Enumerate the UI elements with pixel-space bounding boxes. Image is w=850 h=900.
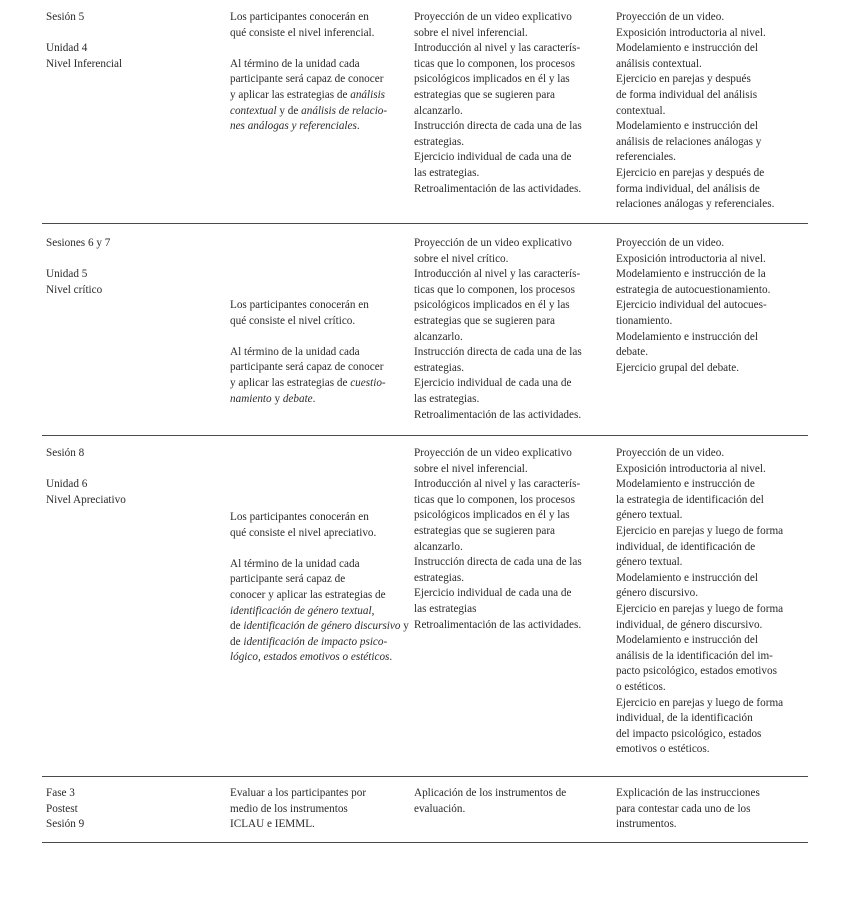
cell-line: psicológicos implicados en él y las (414, 509, 570, 522)
cell-line (230, 817, 408, 833)
cell-line: Modelamiento e instrucción del (616, 42, 758, 55)
cell-line: sobre el nivel inferencial. (414, 462, 528, 475)
activities-cell (414, 786, 610, 817)
cell-line: alcanzarlo. (414, 330, 463, 343)
cell-line: referenciales. (616, 151, 676, 164)
cell-line: Ejercicio grupal del debate. (616, 361, 740, 374)
cell-line: Retroalimentación de las actividades. (414, 618, 582, 631)
cell-text-segment: identificación de impacto psico- (243, 635, 388, 648)
cell-line (230, 802, 408, 818)
cell-line: Ejercicio en parejas y luego de forma (616, 696, 784, 709)
cell-text-segment: lógico, estados emotivos o estéticos (230, 651, 390, 664)
cell-line: Introducción al nivel y las caracterís- (414, 42, 581, 55)
cell-text-segment: participante será capaz de conocer (230, 361, 384, 374)
cell-line: relaciones análogas y referenciales. (616, 198, 775, 211)
cell-line: alcanzarlo. (414, 540, 463, 553)
cell-line: debate. (616, 346, 648, 359)
cell-line: Fase 3 (46, 787, 75, 799)
cell-line (230, 635, 408, 651)
objective-cell (230, 10, 408, 135)
cell-line: Retroalimentación de las actividades. (414, 408, 582, 421)
cell-line: instrumentos. (616, 818, 677, 831)
activities-cell (414, 446, 610, 633)
cell-line: Sesión 5 (46, 11, 85, 23)
table-row-fase-3 (42, 786, 808, 843)
cell-line: Introducción al nivel y las caracterís- (414, 478, 581, 491)
objective-cell (230, 510, 408, 666)
cell-line: las estrategias. (414, 392, 480, 405)
cell-line: psicológicos implicados en él y las (414, 299, 570, 312)
cell-line: Sesión 8 (46, 447, 85, 459)
cell-line (230, 329, 408, 345)
cell-line: análisis de relaciones análogas y (616, 135, 762, 148)
cell-text-segment: namiento (230, 392, 272, 405)
session-unit-cell (46, 236, 222, 298)
cell-line: psicológicos implicados en él y las (414, 73, 570, 86)
table-row-sesion-8 (42, 446, 808, 777)
objective-cell (230, 786, 408, 833)
cell-text-segment: ICLAU e IEMML. (230, 818, 315, 831)
cell-line (230, 119, 408, 135)
cell-line (230, 557, 408, 573)
cell-line: Modelamiento e instrucción del (616, 330, 758, 343)
cell-line: individual, de la identificación (616, 712, 753, 725)
cell-line: Modelamiento e instrucción de (616, 478, 755, 491)
cell-line (230, 10, 408, 26)
cell-line: género textual. (616, 509, 683, 522)
cell-line (46, 26, 222, 42)
cell-line: Proyección de un video. (616, 447, 725, 459)
table-row-sesion-5 (42, 10, 808, 224)
cell-line: sobre el nivel crítico. (414, 252, 509, 265)
cell-line: Unidad 6 (46, 478, 88, 491)
cell-line (230, 541, 408, 557)
session-unit-cell (46, 446, 222, 508)
cell-text-segment: debate (282, 392, 313, 405)
cell-text-segment: medio de los instrumentos (230, 802, 348, 815)
activities-cell (414, 10, 610, 197)
cell-line (230, 588, 408, 604)
cell-line: emotivos o estéticos. (616, 743, 710, 756)
cell-line: las estrategias (414, 602, 477, 615)
cell-line: de forma individual del análisis (616, 88, 758, 101)
cell-text-segment: cuestio- (350, 376, 386, 389)
cell-text-segment: contextual (230, 104, 277, 117)
cell-line: Sesiones 6 y 7 (46, 237, 111, 249)
cell-text-segment: Los participantes conocerán en (230, 11, 369, 23)
cell-line: estrategias. (414, 571, 465, 584)
cell-line (230, 345, 408, 361)
activities-cell (414, 236, 610, 423)
cell-line (230, 72, 408, 88)
cell-line: individual, de género discursivo. (616, 618, 763, 631)
cell-line: Proyección de un video explicativo (414, 237, 572, 249)
cell-line: del impacto psicológico, estados (616, 727, 762, 740)
cell-text-segment: Los participantes conocerán en (230, 511, 369, 523)
cell-line (230, 650, 408, 666)
cell-line: Instrucción directa de cada una de las (414, 120, 582, 133)
cell-text-segment: participante será capaz de (230, 573, 346, 586)
cell-line (230, 41, 408, 57)
cell-line: pacto psicológico, estados emotivos (616, 665, 777, 678)
cell-line (46, 462, 222, 478)
cell-line: Exposición introductoria al nivel. (616, 26, 766, 39)
cell-line (230, 510, 408, 526)
cell-line: estrategias que se sugieren para (414, 88, 556, 101)
cell-line (230, 604, 408, 620)
cell-line (230, 619, 408, 635)
cell-line: Proyección de un video. (616, 237, 725, 249)
cell-line (230, 104, 408, 120)
cell-line (230, 88, 408, 104)
cell-text-segment: análisis (350, 88, 386, 101)
session-unit-cell (46, 786, 222, 833)
cell-line: género textual. (616, 556, 683, 569)
cell-line: Ejercicio en parejas y luego de forma (616, 524, 784, 537)
cell-line: Aplicación de los instrumentos de (414, 787, 567, 799)
cell-line: Ejercicio individual del autocues- (616, 299, 767, 312)
cell-text-segment: participante será capaz de conocer (230, 73, 384, 86)
cell-text-segment: Al término de la unidad cada (230, 557, 360, 570)
cell-line (230, 360, 408, 376)
session-unit-cell (46, 10, 222, 72)
cell-line: Proyección de un video explicativo (414, 447, 572, 459)
cell-line: Ejercicio individual de cada una de (414, 587, 572, 600)
cell-line: Retroalimentación de las actividades. (414, 182, 582, 195)
cell-text-segment: y (400, 620, 409, 633)
cell-text-segment: Los participantes conocerán en (230, 299, 369, 311)
cell-line: contextual. (616, 104, 666, 117)
cell-line: forma individual, del análisis de (616, 182, 760, 195)
cell-text-segment: identificación de género discursivo (243, 620, 401, 633)
cell-line: estrategias que se sugieren para (414, 524, 556, 537)
cell-text-segment: y (271, 392, 283, 405)
cell-line: estrategias. (414, 135, 465, 148)
table-row-sesiones-6-7 (42, 236, 808, 436)
cell-text-segment: y aplicar las estrategias de (230, 88, 351, 101)
cell-line: Ejercicio en parejas y después (616, 73, 751, 86)
cell-line (230, 298, 408, 314)
objective-cell (230, 298, 408, 407)
cell-line: Instrucción directa de cada una de las (414, 346, 582, 359)
cell-line: estrategias. (414, 361, 465, 374)
cell-text-segment: . (356, 120, 360, 133)
procedure-cell (616, 236, 806, 376)
cell-line (230, 314, 408, 330)
cell-line: la estrategia de identificación del (616, 493, 764, 506)
cell-line: Proyección de un video explicativo (414, 11, 572, 23)
cell-line (230, 786, 408, 802)
cell-line: estrategia de autocuestionamiento. (616, 283, 771, 296)
cell-line: ticas que lo componen, los procesos (414, 493, 575, 506)
procedure-cell (616, 786, 806, 833)
cell-line: Unidad 5 (46, 268, 88, 281)
cell-line: Modelamiento e instrucción de la (616, 268, 766, 281)
cell-text-segment: qué consiste el nivel crítico. (230, 314, 356, 327)
cell-line: Postest (46, 802, 78, 815)
cell-line (230, 376, 408, 392)
cell-line: Sesión 9 (46, 818, 85, 831)
cell-text-segment: análisis de relacio- (301, 104, 388, 117)
cell-text-segment: Al término de la unidad cada (230, 57, 360, 70)
cell-line: Introducción al nivel y las caracterís- (414, 268, 581, 281)
cell-text-segment: qué consiste el nivel apreciativo. (230, 526, 377, 539)
cell-line (230, 572, 408, 588)
procedure-cell (616, 10, 806, 213)
cell-line: alcanzarlo. (414, 104, 463, 117)
cell-line: Unidad 4 (46, 42, 88, 55)
cell-line: Ejercicio en parejas y después de (616, 166, 765, 179)
cell-line: ticas que lo componen, los procesos (414, 283, 575, 296)
cell-line (230, 392, 408, 408)
cell-line: Nivel Apreciativo (46, 493, 126, 506)
cell-text-segment: . (389, 651, 393, 664)
cell-text-segment: de (230, 620, 244, 633)
cell-line: o estéticos. (616, 680, 666, 693)
cell-line (230, 526, 408, 542)
cell-line: Exposición introductoria al nivel. (616, 462, 766, 475)
cell-line: sobre el nivel inferencial. (414, 26, 528, 39)
cell-line: Explicación de las instrucciones (616, 787, 760, 799)
cell-text-segment: Evaluar a los participantes por (230, 787, 367, 799)
cell-line: Ejercicio individual de cada una de (414, 377, 572, 390)
cell-line: Instrucción directa de cada una de las (414, 556, 582, 569)
cell-text-segment: qué consiste el nivel inferencial. (230, 26, 375, 39)
cell-line (46, 252, 222, 268)
cell-text-segment: , (371, 604, 375, 617)
cell-line: Modelamiento e instrucción del (616, 634, 758, 647)
cell-line: para contestar cada uno de los (616, 802, 751, 815)
cell-line: Nivel Inferencial (46, 57, 123, 70)
cell-line: Modelamiento e instrucción del (616, 571, 758, 584)
cell-text-segment: identificación de género textual (230, 604, 372, 617)
cell-text-segment: de (230, 635, 244, 648)
cell-line: análisis contextual. (616, 57, 702, 70)
cell-text-segment: Al término de la unidad cada (230, 345, 360, 358)
cell-line: las estrategias. (414, 166, 480, 179)
cell-line: Exposición introductoria al nivel. (616, 252, 766, 265)
cell-text-segment: y de (276, 104, 302, 117)
cell-line: Modelamiento e instrucción del (616, 120, 758, 133)
cell-line: tionamiento. (616, 314, 673, 327)
cell-line: estrategias que se sugieren para (414, 314, 556, 327)
cell-line (230, 57, 408, 73)
cell-line: análisis de la identificación del im- (616, 649, 773, 662)
cell-text-segment: . (312, 392, 316, 405)
cell-line: Ejercicio individual de cada una de (414, 151, 572, 164)
cell-line: Proyección de un video. (616, 11, 725, 23)
cell-line: Ejercicio en parejas y luego de forma (616, 602, 784, 615)
cell-text-segment: y aplicar las estrategias de (230, 376, 351, 389)
cell-line: Nivel crítico (46, 283, 103, 296)
procedure-cell (616, 446, 806, 758)
cell-line: género discursivo. (616, 587, 699, 600)
cell-line: individual, de identificación de (616, 540, 756, 553)
cell-text-segment: conocer y aplicar las estrategias de (230, 588, 386, 601)
cell-line: ticas que lo componen, los procesos (414, 57, 575, 70)
cell-line: evaluación. (414, 802, 466, 815)
cell-line (230, 26, 408, 42)
cell-text-segment: nes análogas y referenciales (230, 120, 357, 133)
